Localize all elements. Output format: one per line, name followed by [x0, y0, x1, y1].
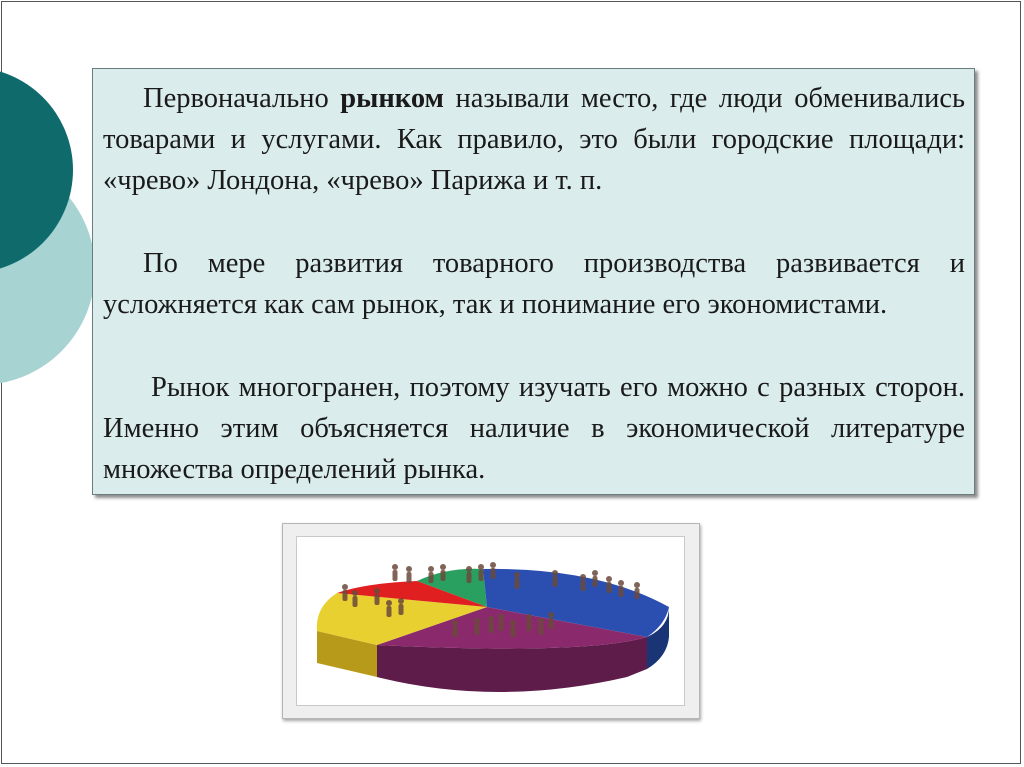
paragraph-1: [103, 78, 965, 202]
picture-frame: [282, 523, 700, 719]
paragraph-2-text: По мере развития товарного производства развивается и усложняется как сам рынок, так и понимание его экономистами.: [103, 248, 965, 321]
picture-canvas: [296, 536, 685, 706]
paragraph-1-start: Первоначально: [143, 83, 341, 114]
paragraph-3-text: Рынок многогранен, поэтому изучать его можно с разных сторон. Именно этим объясняется наличие в экономической литературе множества определений рынка.: [103, 372, 965, 486]
paragraph-2: [103, 243, 965, 325]
paragraph-1-rest: называли место, где люди обменивались товарами и услугами. Как правило, это были городские площади: «чрево» Лондона, «чрево» Парижа и т. п.: [103, 83, 965, 197]
paragraph-3: [103, 367, 965, 491]
term-market: рынком: [340, 83, 444, 114]
pie-people-illustration: [297, 537, 684, 705]
text-box: [92, 68, 975, 495]
